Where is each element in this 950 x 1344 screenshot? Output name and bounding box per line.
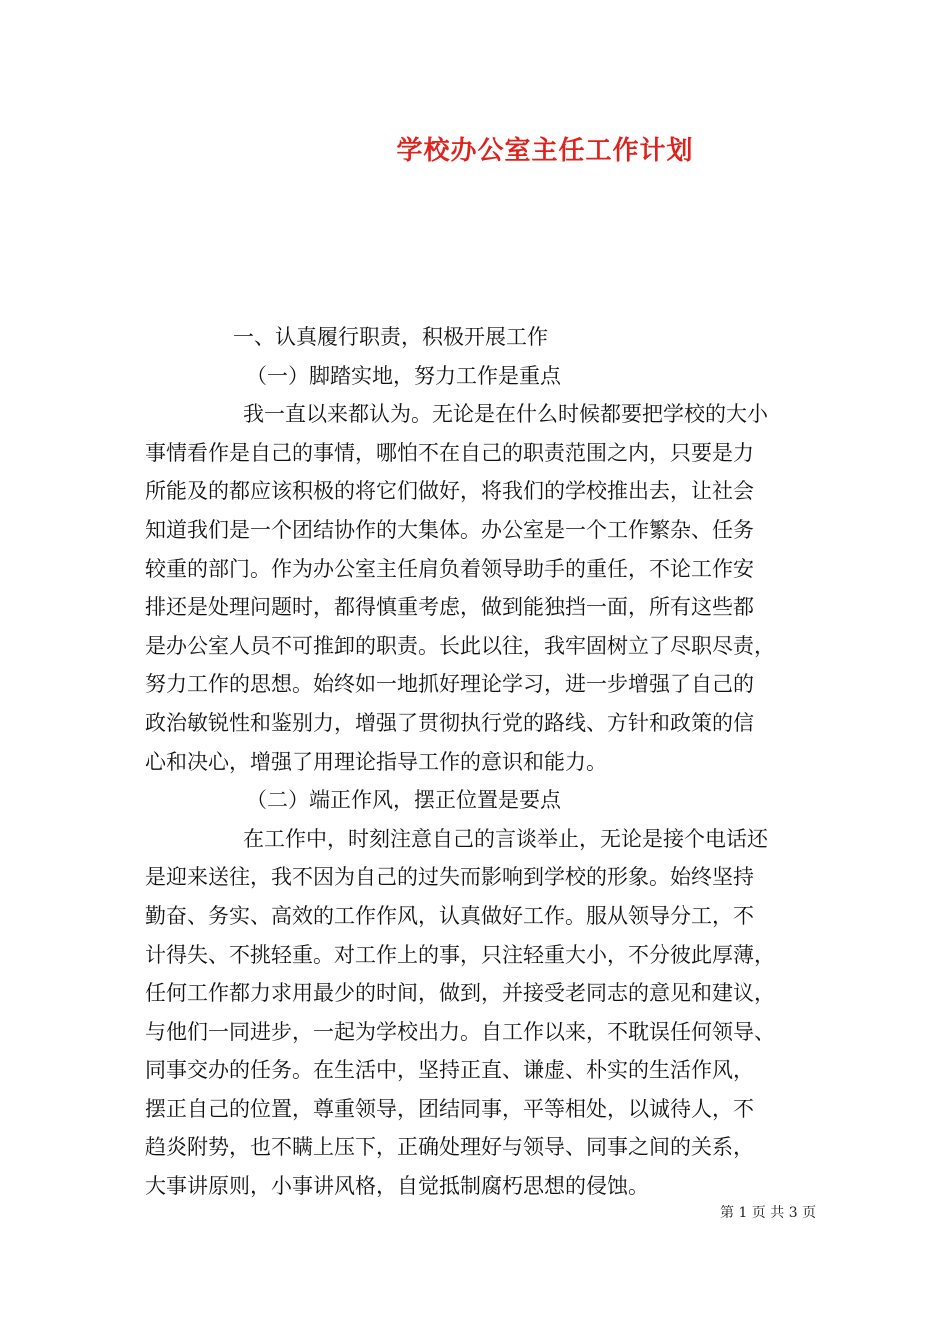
paragraph-line: 心和决心，增强了用理论指导工作的意识和能力。 [145, 749, 607, 774]
subsection-heading-2: （二）端正作风，摆正位置是要点 [246, 788, 561, 813]
paragraph-line: 努力工作的思想。始终如一地抓好理论学习，进一步增强了自己的 [145, 672, 754, 697]
paragraph-line: 是办公室人员不可推卸的职责。长此以往，我牢固树立了尽职尽责， [145, 633, 775, 658]
paragraph-line: 事情看作是自己的事情，哪怕不在自己的职责范围之内，只要是力 [145, 440, 754, 465]
paragraph-line: 排还是处理问题时，都得慎重考虑，做到能独挡一面，所有这些都 [145, 595, 754, 620]
paragraph-line: 在工作中，时刻注意自己的言谈举止，无论是接个电话还 [243, 826, 768, 851]
paragraph-line: 同事交办的任务。在生活中，坚持正直、谦虚、朴实的生活作风， [145, 1058, 754, 1083]
paragraph-line: 任何工作都力求用最少的时间，做到，并接受老同志的意见和建议， [145, 981, 775, 1006]
paragraph-line: 计得失、不挑轻重。对工作上的事，只注轻重大小，不分彼此厚薄， [145, 942, 775, 967]
paragraph-line: 是迎来送往，我不因为自己的过失而影响到学校的形象。始终坚持 [145, 865, 754, 890]
paragraph-line: 大事讲原则，小事讲风格，自觉抵制腐朽思想的侵蚀。 [145, 1174, 649, 1199]
section-heading-1: 一、认真履行职责，积极开展工作 [233, 325, 548, 349]
paragraph-line: 较重的部门。作为办公室主任肩负着领导助手的重任，不论工作安 [145, 556, 754, 581]
paragraph-1 [145, 395, 813, 781]
document-title: 学校办公室主任工作计划 [396, 136, 694, 166]
subsection-heading-1: （一）脚踏实地，努力工作是重点 [246, 363, 561, 388]
paragraph-line: 趋炎附势，也不瞒上压下，正确处理好与领导、同事之间的关系， [145, 1135, 754, 1160]
paragraph-line: 政治敏锐性和鉴别力，增强了贯彻执行党的路线、方针和政策的信 [145, 710, 754, 735]
paragraph-2 [145, 820, 813, 1206]
paragraph-line: 勤奋、务实、高效的工作作风，认真做好工作。服从领导分工，不 [145, 903, 754, 928]
paragraph-line: 所能及的都应该积极的将它们做好，将我们的学校推出去，让社会 [145, 479, 754, 504]
paragraph-line: 摆正自己的位置，尊重领导，团结同事，平等相处，以诚待人，不 [145, 1096, 754, 1121]
page-number: 第 1 页 共 3 页 [720, 1205, 817, 1221]
paragraph-line: 知道我们是一个团结协作的大集体。办公室是一个工作繁杂、任务 [145, 517, 754, 542]
document-body [145, 318, 813, 1206]
paragraph-line: 与他们一同进步，一起为学校出力。自工作以来，不耽误任何领导、 [145, 1019, 775, 1044]
paragraph-line: 我一直以来都认为。无论是在什么时候都要把学校的大小 [243, 402, 768, 427]
